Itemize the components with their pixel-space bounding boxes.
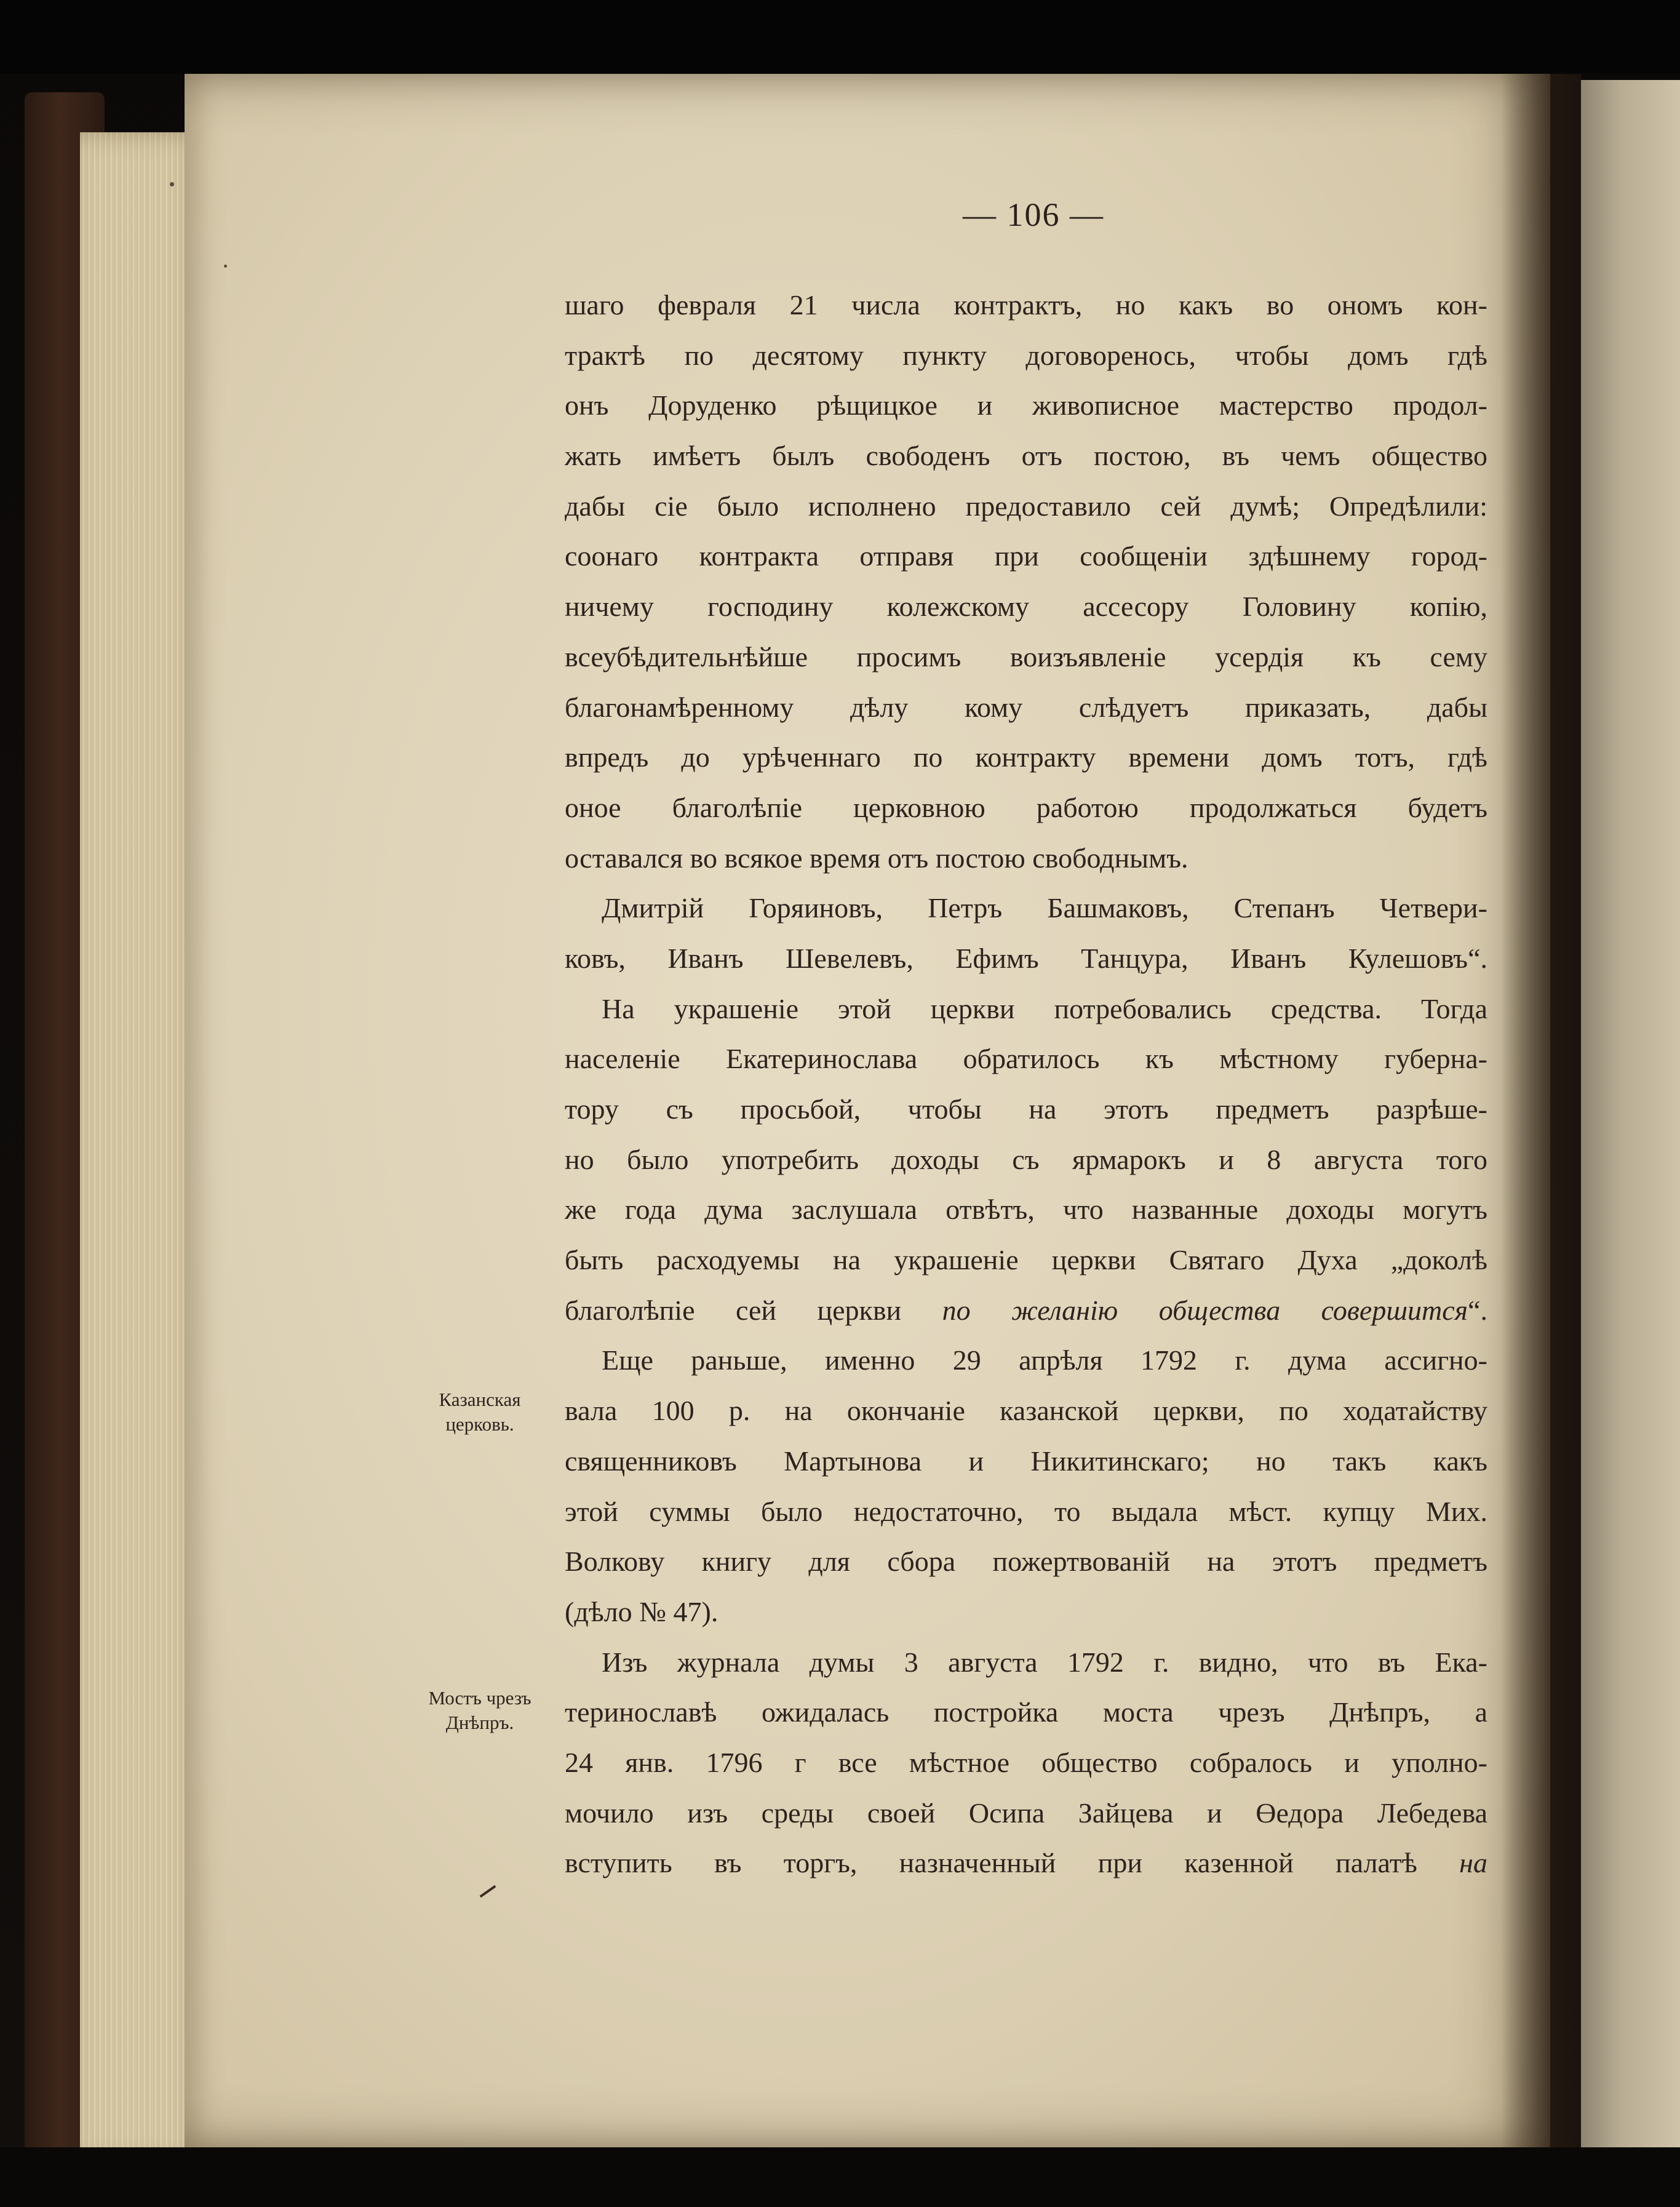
text-line: дабы сіе было исполнено предоставило сей думѣ; Опредѣлили: [565, 490, 1487, 522]
text-line [565, 1838, 1487, 1888]
text-line: шаго февраля 21 числа контрактъ, но какъ во ономъ кон- [565, 289, 1487, 321]
text-line: тору съ просьбой, чтобы на этотъ предметъ разрѣше- [565, 1093, 1487, 1125]
book-gutter-shadow [1501, 74, 1581, 2147]
text-line: впредъ до урѣченнаго по контракту времени домъ тотъ, гдѣ [565, 741, 1487, 773]
text-line: Изъ журнала думы 3 августа 1792 г. видно, что въ Ека- [602, 1646, 1487, 1678]
text-line: благонамѣренному дѣлу кому слѣдуетъ приказать, дабы [565, 691, 1487, 723]
paper-speck [224, 265, 227, 268]
body-text [565, 280, 1487, 1888]
paragraph-signatories [565, 883, 1487, 983]
text-line: На украшеніе этой церкви потребовались средства. Тогда [602, 992, 1487, 1024]
italic-text-run: на [1459, 1847, 1487, 1879]
paragraph [565, 280, 1487, 883]
text-line: священниковъ Мартынова и Никитинскаго; но такъ какъ [565, 1445, 1487, 1477]
marginal-note-kazan-church [406, 1387, 554, 1437]
text-line: же года дума заслушала отвѣтъ, что названные доходы могутъ [565, 1194, 1487, 1226]
scan-bottom-border [0, 2147, 1680, 2207]
text-line: 24 янв. 1796 г все мѣстное общество собралось и уполно- [565, 1746, 1487, 1778]
text-run: вступить въ торгъ, назначенный при казенной палатѣ [565, 1847, 1460, 1879]
text-line: жать имѣетъ былъ свободенъ отъ постою, въ чемъ общество [565, 440, 1487, 472]
text-line: Еще раньше, именно 29 апрѣля 1792 г. дума ассигно- [602, 1344, 1487, 1376]
paragraph-dnieper-bridge [565, 1637, 1487, 1888]
text-line: соонаго контракта отправя при сообщеніи здѣшнему город- [565, 540, 1487, 572]
scan-top-border [0, 0, 1680, 74]
marginal-note-line: Казанская [439, 1389, 521, 1410]
text-line: быть расходуемы на украшеніе церкви Святаго Духа „доколѣ [565, 1244, 1487, 1276]
text-line: теринославѣ ожидалась постройка моста чрезъ Днѣпръ, а [565, 1696, 1487, 1728]
text-line: ковъ, Иванъ Шевелевъ, Ефимъ Танцура, Иванъ Кулешовъ“. [565, 942, 1487, 974]
text-line: оное благолѣпіе церковною работою продолжаться будетъ [565, 791, 1487, 823]
italic-text-run: по желанію общества совершится [942, 1294, 1468, 1326]
text-line: оставался во всякое время отъ постою свободнымъ. [565, 842, 1188, 874]
page-number: — 106 — [963, 196, 1104, 233]
text-line: но было употребить доходы съ ярмарокъ и 8 августа того [565, 1143, 1487, 1175]
paragraph-kazan-church [565, 1335, 1487, 1637]
paragraph [565, 984, 1487, 1336]
text-line: населеніе Екатеринослава обратилось къ мѣстному губерна- [565, 1043, 1487, 1075]
text-line: онъ Доруденко рѣщицкое и живописное мастерство продол- [565, 389, 1487, 421]
text-line: мочило изъ среды своей Осипа Зайцева и Өедора Лебедева [565, 1797, 1487, 1829]
text-run: благолѣпіе сей церкви [565, 1294, 942, 1326]
text-line: вала 100 р. на окончаніе казанской церкви, по ходатайству [565, 1395, 1487, 1427]
text-line: (дѣло № 47). [565, 1595, 719, 1627]
text-line [565, 1285, 1487, 1336]
text-line: ничему господину колежскому ассесору Головину копію, [565, 591, 1487, 623]
marginal-note-line: Мостъ чрезъ [428, 1687, 531, 1709]
marginal-note-line: церковь. [445, 1413, 514, 1435]
text-line: всеубѣдительнѣйше просимъ воизъявленіе усердія къ сему [565, 641, 1487, 672]
facing-page-edge [1581, 80, 1680, 2147]
text-line: трактѣ по десятому пункту договоренось, чтобы домъ гдѣ [565, 339, 1487, 371]
marginal-note-dnieper-bridge [406, 1686, 554, 1735]
text-run: “. [1468, 1294, 1487, 1326]
marginal-note-line: Днѣпръ. [445, 1712, 514, 1733]
text-line: Волкову книгу для сбора пожертвованій на этотъ предметъ [565, 1546, 1487, 1578]
text-line: Дмитрій Горяиновъ, Петръ Башмаковъ, Степанъ Четвери- [602, 892, 1487, 924]
text-line: этой суммы было недостаточно, то выдала мѣст. купцу Мих. [565, 1495, 1487, 1527]
paper-speck [170, 182, 174, 186]
